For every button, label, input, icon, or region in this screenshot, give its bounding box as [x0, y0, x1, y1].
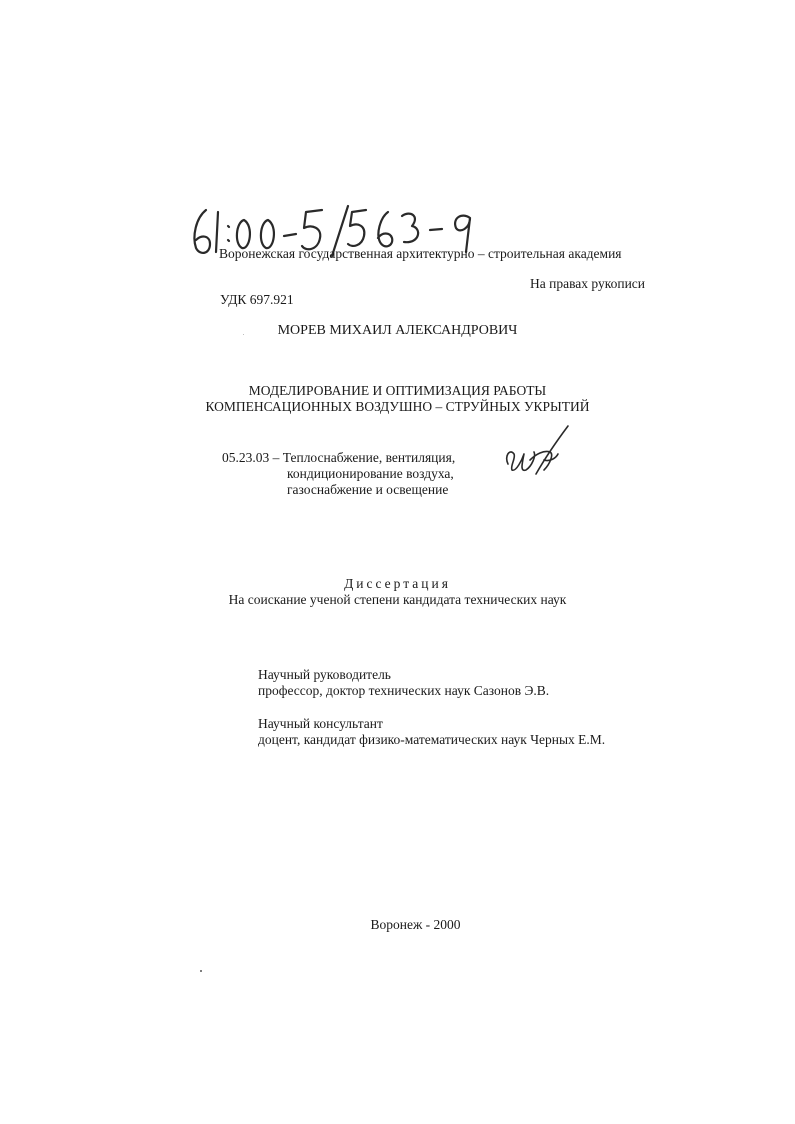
- specialty-line-1: 05.23.03 – Теплоснабжение, вентиляция,: [222, 450, 456, 465]
- specialty-line-3: газоснабжение и освещение: [287, 482, 449, 497]
- scan-speck: [200, 970, 202, 972]
- consultant-name: доцент, кандидат физико-математических наук Черных Е.М.: [258, 732, 606, 747]
- work-type: Диссертация: [344, 576, 451, 591]
- specialty-line-2: кондиционирование воздуха,: [287, 466, 454, 481]
- dissertation-title-line-2: КОМПЕНСАЦИОННЫХ ВОЗДУШНО – СТРУЙНЫХ УКРЫТИЙ: [205, 399, 590, 414]
- consultant-label: Научный консультант: [258, 716, 383, 731]
- handwritten-signature: [500, 420, 580, 490]
- manuscript-rights-note: На правах рукописи: [530, 276, 646, 291]
- city-and-year: Воронеж - 2000: [370, 917, 461, 932]
- institution-name: Воронежская государственная архитектурно – строительная академия: [219, 246, 622, 261]
- dissertation-title-line-1: МОДЕЛИРОВАНИЕ И ОПТИМИЗАЦИЯ РАБОТЫ: [248, 383, 547, 398]
- scan-speck: [243, 334, 244, 335]
- udc-code: УДК 697.921: [220, 292, 294, 307]
- author-name: МОРЕВ МИХАИЛ АЛЕКСАНДРОВИЧ: [277, 323, 518, 338]
- supervisor-name: профессор, доктор технических наук Сазонов Э.В.: [258, 683, 550, 698]
- supervisor-label: Научный руководитель: [258, 667, 391, 682]
- degree-statement: На соискание ученой степени кандидата технических наук: [228, 592, 567, 607]
